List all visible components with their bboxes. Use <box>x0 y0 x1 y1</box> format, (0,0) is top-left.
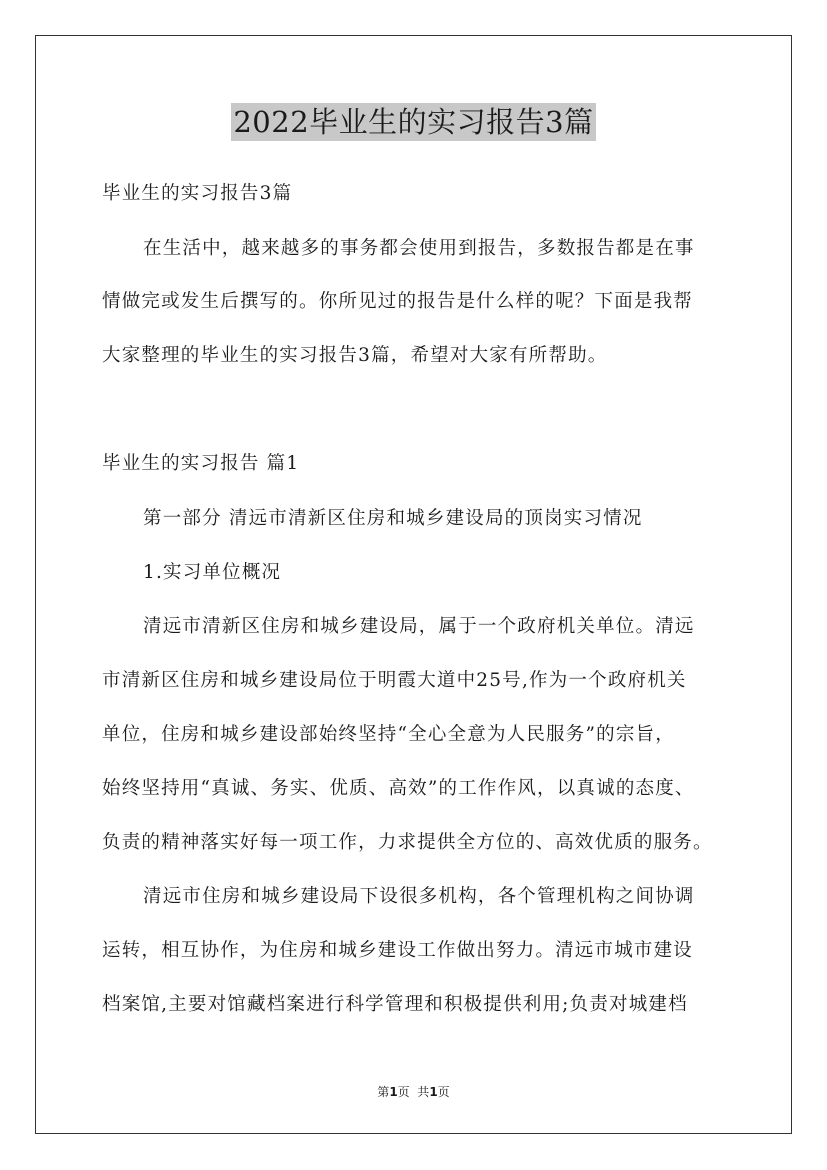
part-heading: 第一部分 清远市清新区住房和城乡建设局的顶岗实习情况 <box>143 508 643 529</box>
footer-prefix: 第 <box>377 1085 390 1099</box>
footer-suffix: 页 <box>437 1085 450 1099</box>
paragraph-line: 清远市清新区住房和城乡建设局，属于一个政府机关单位。清远 <box>143 616 695 637</box>
paragraph-line: 大家整理的毕业生的实习报告3篇，希望对大家有所帮助。 <box>102 345 608 366</box>
footer-page-current: 1 <box>389 1085 398 1099</box>
sub-heading: 1.实习单位概况 <box>143 562 282 583</box>
paragraph-line: 在生活中，越来越多的事务都会使用到报告，多数报告都是在事 <box>143 238 695 259</box>
paragraph-line: 负责的精神落实好每一项工作，力求提供全方位的、高效优质的服务。 <box>102 832 713 853</box>
paragraph-line: 运转，相互协作，为住房和城乡建设工作做出努力。清远市城市建设 <box>102 940 694 961</box>
paragraph-line: 单位，住房和城乡建设部始终坚持“全心全意为人民服务”的宗旨， <box>102 724 675 745</box>
subtitle-line: 毕业生的实习报告3篇 <box>102 183 293 204</box>
paragraph-line: 市清新区住房和城乡建设局位于明霞大道中25号,作为一个政府机关 <box>102 670 687 691</box>
page-footer <box>0 1084 827 1100</box>
paragraph-line: 清远市住房和城乡建设局下设很多机构，各个管理机构之间协调 <box>143 886 695 907</box>
section-heading: 毕业生的实习报告 篇1 <box>102 453 300 474</box>
footer-page-total: 1 <box>429 1085 438 1099</box>
document-title: 2022毕业生的实习报告3篇 <box>233 105 594 139</box>
paragraph-line: 始终坚持用“真诚、务实、优质、高效”的工作作风，以真诚的态度、 <box>102 778 695 799</box>
paragraph-line: 情做完或发生后撰写的。你所见过的报告是什么样的呢？下面是我帮 <box>102 291 694 312</box>
title-container <box>0 103 827 141</box>
paragraph-line: 档案馆,主要对馆藏档案进行科学管理和积极提供利用;负责对城建档 <box>102 994 688 1015</box>
footer-mid: 页 共 <box>397 1085 430 1099</box>
